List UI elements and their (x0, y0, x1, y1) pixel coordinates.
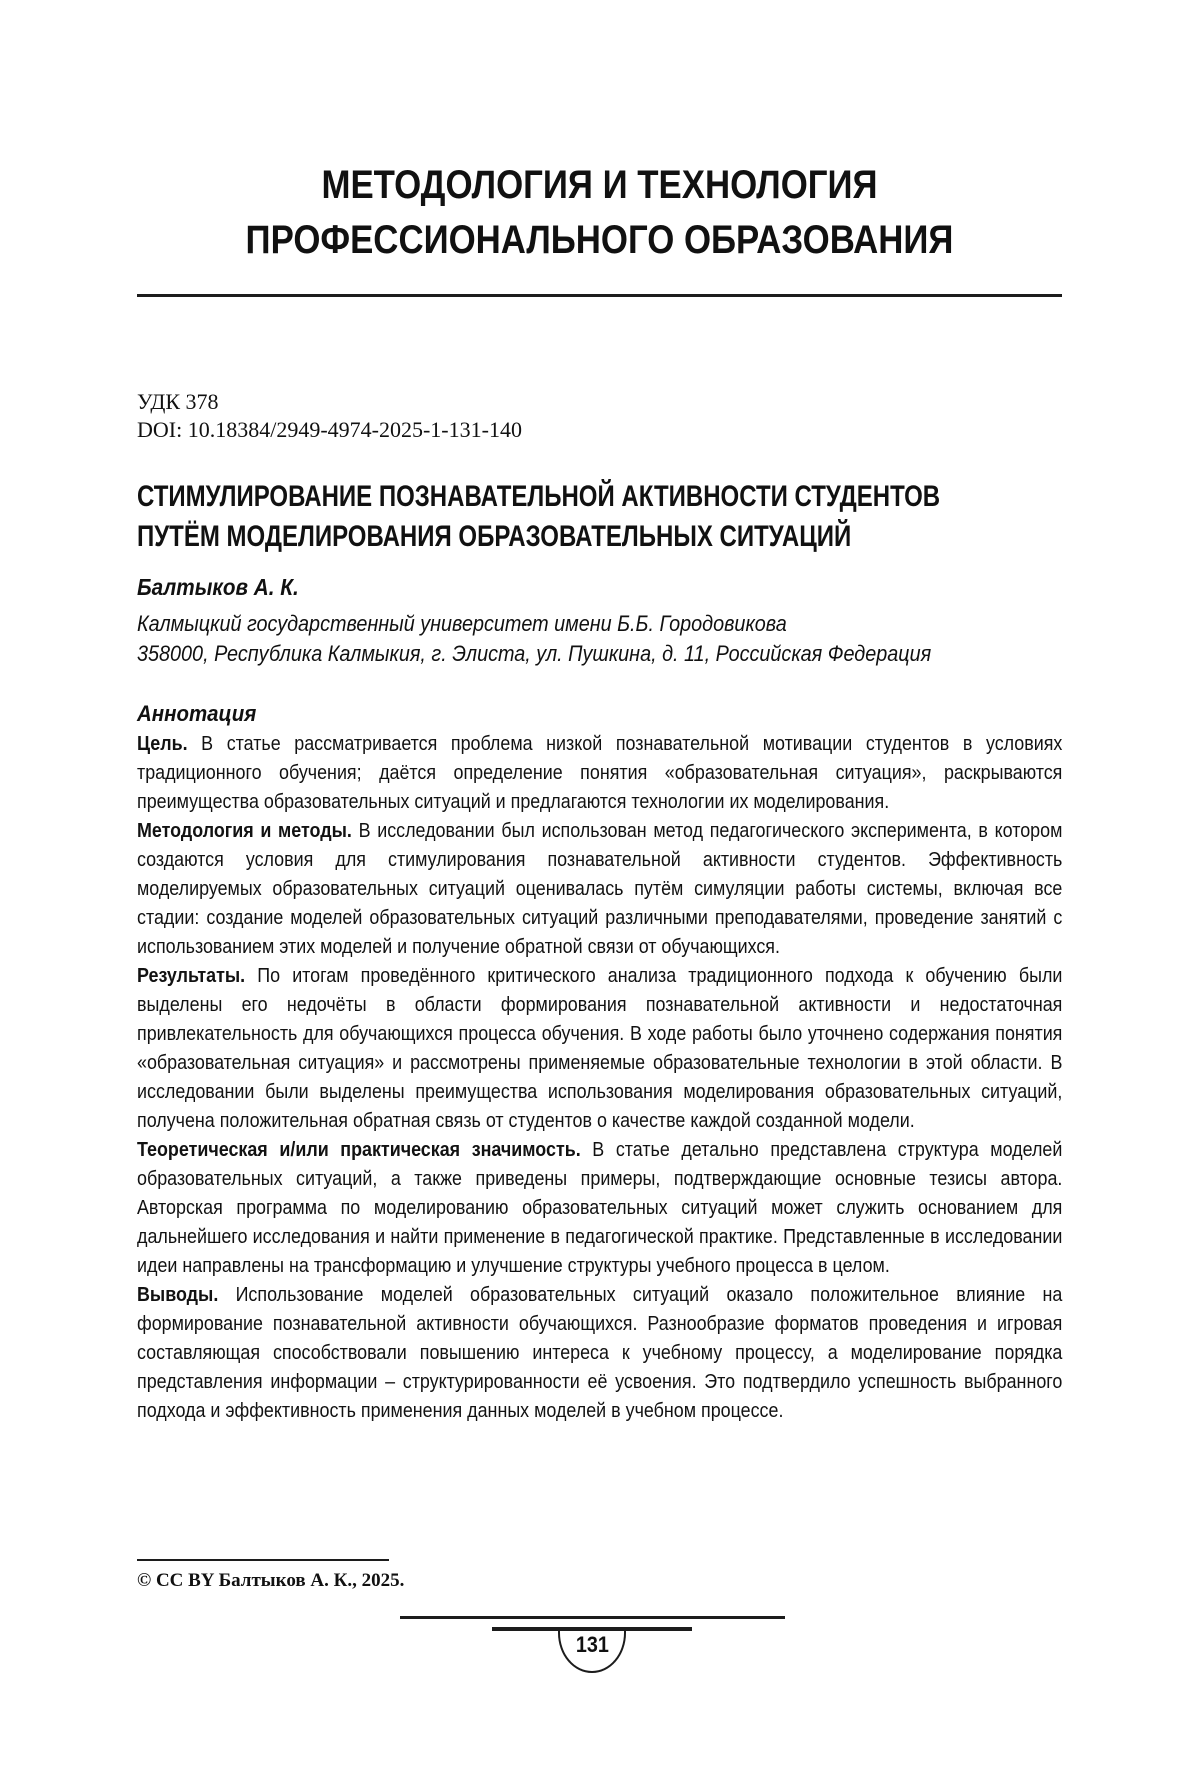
udc-code: УДК 378 (137, 389, 219, 414)
paragraph-lead: Выводы. (137, 1283, 219, 1306)
paragraph-lead: Цель. (137, 732, 188, 755)
section-header-line-2: ПРОФЕССИОНАЛЬНОГО ОБРАЗОВАНИЯ (245, 218, 954, 262)
header-rule (137, 294, 1062, 297)
footer-ornament-long-line (400, 1616, 785, 1619)
author-name: Балтыков А. К. (137, 574, 299, 600)
abstract-paragraph: Методология и методы. В исследовании был использован метод педагогического эксперимента, в котором создаются условия для стимулирования познавательной активности студентов. Эффективность моделируемых образовательных ситуаций оценивалась путём симуляции работы системы, включая все стадии: создание моделей образовательных ситуаций различными преподавателями, проведение занятий с использованием этих моделей и получение обратной связи от обучающихся. (137, 819, 1063, 958)
page-number-arc (558, 1631, 626, 1673)
affiliation-address: 358000, Республика Калмыкия, г. Элиста, ул. Пушкина, д. 11, Российская Федерация (137, 641, 932, 666)
section-header (137, 158, 1062, 268)
copyright-note: © CC BY Балтыков А. К., 2025. (137, 1570, 405, 1591)
abstract-paragraph: Результаты. По итогам проведённого критического анализа традиционного подхода к обучению были выделены его недочёты в области формирования познавательной активности и недостаточная привлекательность для обучающихся процесса обучения. В ходе работы было уточнено содержания понятия «образовательная ситуация» и рассмотрены применяемые образовательные технологии в этой области. В исследовании были выделены преимущества использования моделирования образовательных ситуаций, получена положительная обратная связь от студентов о качестве каждой созданной модели. (137, 964, 1063, 1132)
article-title-line-2: ПУТЁМ МОДЕЛИРОВАНИЯ ОБРАЗОВАТЕЛЬНЫХ СИТУАЦИЙ (137, 520, 852, 553)
article-title-line-1: СТИМУЛИРОВАНИЕ ПОЗНАВАТЕЛЬНОЙ АКТИВНОСТИ СТУДЕНТОВ (137, 480, 941, 513)
affiliation (137, 609, 1019, 669)
doi-line: DOI: 10.18384/2949-4974-2025-1-131-140 (137, 417, 522, 442)
abstract-heading: Аннотация (137, 701, 257, 726)
paragraph-lead: Методология и методы. (137, 819, 352, 842)
abstract-body (137, 729, 1062, 1425)
page-number: 131 (575, 1632, 609, 1657)
affiliation-university: Калмыцкий государственный университет имени Б.Б. Городовикова (137, 611, 787, 636)
paragraph-lead: Теоретическая и/или практическая значимость. (137, 1138, 581, 1161)
article-title (137, 477, 1137, 557)
footnote-rule (137, 1559, 389, 1561)
abstract-paragraph: Выводы. Использование моделей образовательных ситуаций оказало положительное влияние на формирование познавательной активности обучающихся. Разнообразие форматов проведения и игровая составляющая способствовали повышению интереса к учебному процессу, а моделирование порядка представления информации – структурированности её усвоения. Это подтвердило успешность выбранного подхода и эффективность применения данных моделей в учебном процессе. (137, 1283, 1063, 1422)
abstract-paragraph: Цель. В статье рассматривается проблема низкой познавательной мотивации студентов в условиях традиционного обучения; даётся определение понятия «образовательная ситуация», раскрываются преимущества образовательных ситуаций и предлагаются технологии их моделирования. (137, 732, 1063, 813)
section-header-line-1: МЕТОДОЛОГИЯ И ТЕХНОЛОГИЯ (321, 163, 878, 207)
abstract-paragraph: Теоретическая и/или практическая значимость. В статье детально представлена структура моделей образовательных ситуаций, а также приведены примеры, подтверждающие основные тезисы автора. Авторская программа по моделированию образовательных ситуаций может служить основанием для дальнейшего исследования и найти применение в педагогической практике. Представленные в исследовании идеи направлены на трансформацию и улучшение структуры учебного процесса в целом. (137, 1138, 1063, 1277)
paragraph-lead: Результаты. (137, 964, 246, 987)
